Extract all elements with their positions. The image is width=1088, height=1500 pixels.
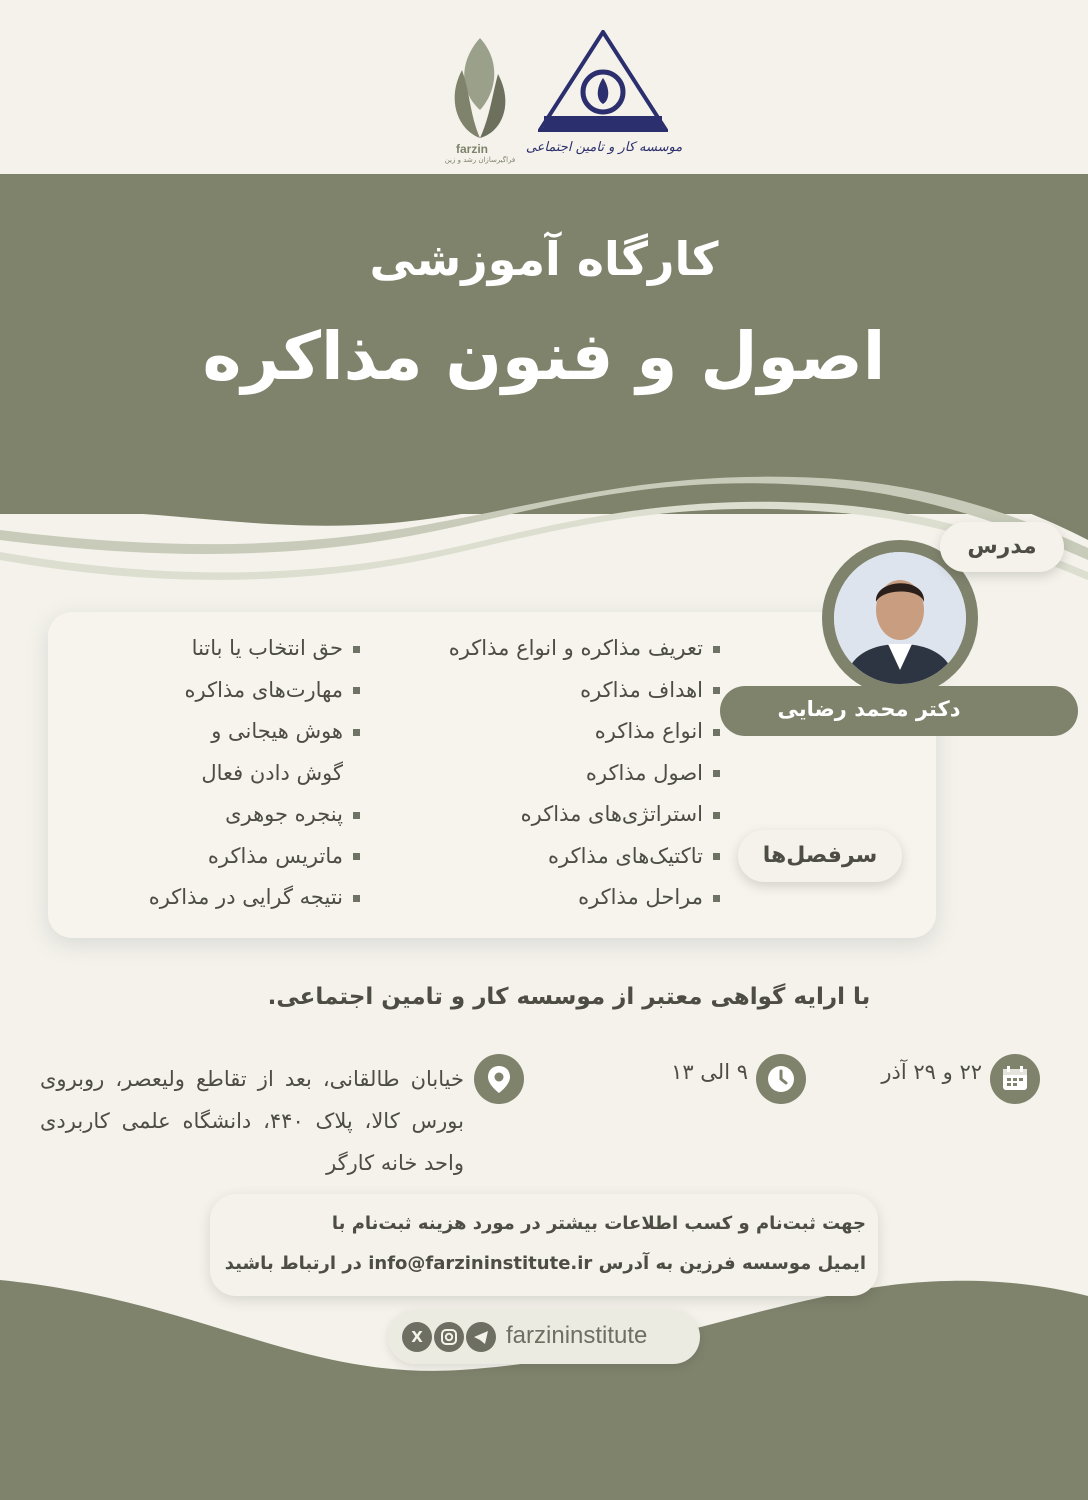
bullet-icon: [713, 729, 720, 736]
contact-text: [222, 1204, 866, 1284]
instructor-name: دکتر محمد رضایی: [720, 686, 1078, 736]
list-item: [60, 670, 360, 712]
list-item: [60, 794, 360, 836]
list-item-text: پنجره جوهری: [225, 802, 343, 826]
list-item: [380, 794, 720, 836]
farzin-logo-subtext: فراگیرسازان رشد و زین: [444, 156, 516, 164]
list-item-text: گوش دادن فعال: [201, 760, 343, 785]
list-item-text: انواع مذاکره: [594, 719, 703, 743]
bullet-icon: [353, 687, 360, 694]
location-pin-icon: [474, 1054, 524, 1104]
contact-line-2[interactable]: ایمیل موسسه فرزین به آدرس info@farzininstitute.ir در ارتباط باشید: [224, 1253, 866, 1274]
list-item: [380, 877, 720, 919]
syllabus-left-column: [60, 628, 360, 919]
list-item: [380, 753, 720, 795]
logo-strip: [0, 0, 1088, 174]
instructor-label: مدرس: [940, 522, 1064, 572]
instructor-avatar: [834, 552, 966, 684]
social-handle[interactable]: farzininstitute: [506, 1322, 648, 1349]
bullet-icon: [353, 729, 360, 736]
list-item: [60, 836, 360, 878]
clock-icon: [756, 1054, 806, 1104]
list-item: [380, 711, 720, 753]
event-time: ۹ الی ۱۳: [671, 1060, 748, 1084]
farzin-logo-text: farzin: [456, 142, 489, 156]
list-item-text: مهارت‌های مذاکره: [184, 677, 343, 702]
instagram-icon[interactable]: [434, 1322, 464, 1352]
list-item: [60, 877, 360, 919]
institute-logo-text: موسسه کار و تامین اجتماعی: [525, 140, 683, 155]
list-item-text: استراتژی‌های مذاکره: [520, 802, 703, 826]
list-item: [380, 670, 720, 712]
list-item: [60, 628, 360, 670]
syllabus-label: سرفصل‌ها: [738, 830, 902, 882]
certificate-note: با ارایه گواهی معتبر از موسسه کار و تامین اجتماعی.: [267, 984, 871, 1010]
list-item-text: حق انتخاب یا باتنا: [191, 636, 343, 660]
institute-logo: [538, 30, 668, 134]
bullet-icon: [353, 895, 360, 902]
list-item-text: تاکتیک‌های مذاکره: [548, 843, 703, 868]
bullet-icon: [353, 646, 360, 653]
person-icon: [834, 552, 966, 684]
bullet-icon: [713, 770, 720, 777]
list-item: [380, 836, 720, 878]
subtitle: کارگاه آموزشی: [369, 232, 719, 286]
page-title: اصول و فنون مذاکره: [202, 318, 886, 395]
list-item-text: ماتریس مذاکره: [207, 843, 343, 868]
calendar-icon: [990, 1054, 1040, 1104]
bullet-icon: [353, 812, 360, 819]
bullet-icon: [713, 812, 720, 819]
syllabus-right-column: [380, 628, 720, 919]
list-item-text: مراحل مذاکره: [578, 885, 703, 909]
bullet-icon: [353, 853, 360, 860]
list-item-text: هوش هیجانی و: [211, 719, 343, 743]
list-item: [60, 711, 360, 753]
contact-line-1: جهت ثبت‌نام و کسب اطلاعات بیشتر در مورد هزینه ثبت‌نام با: [331, 1213, 866, 1234]
bullet-icon: [713, 853, 720, 860]
list-item-text: تعریف مذاکره و انواع مذاکره: [448, 636, 703, 660]
bullet-icon: [713, 895, 720, 902]
bullet-icon: [713, 646, 720, 653]
bullet-icon: [713, 687, 720, 694]
x-icon[interactable]: X: [402, 1322, 432, 1352]
list-item: [60, 753, 360, 795]
list-item-text: اهداف مذاکره: [580, 677, 703, 702]
list-item-text: اصول مذاکره: [585, 760, 703, 785]
list-item-text: نتیجه گرایی در مذاکره: [148, 885, 343, 909]
event-address: خیابان طالقانی، بعد از تقاطع ولیعصر، روبروی بورس کالا، پلاک ۴۴۰، دانشگاه علمی کاربردی واحد خانه کارگر: [40, 1067, 464, 1175]
event-date: ۲۲ و ۲۹ آذر: [881, 1060, 982, 1084]
list-item: [380, 628, 720, 670]
telegram-icon[interactable]: [466, 1322, 496, 1352]
